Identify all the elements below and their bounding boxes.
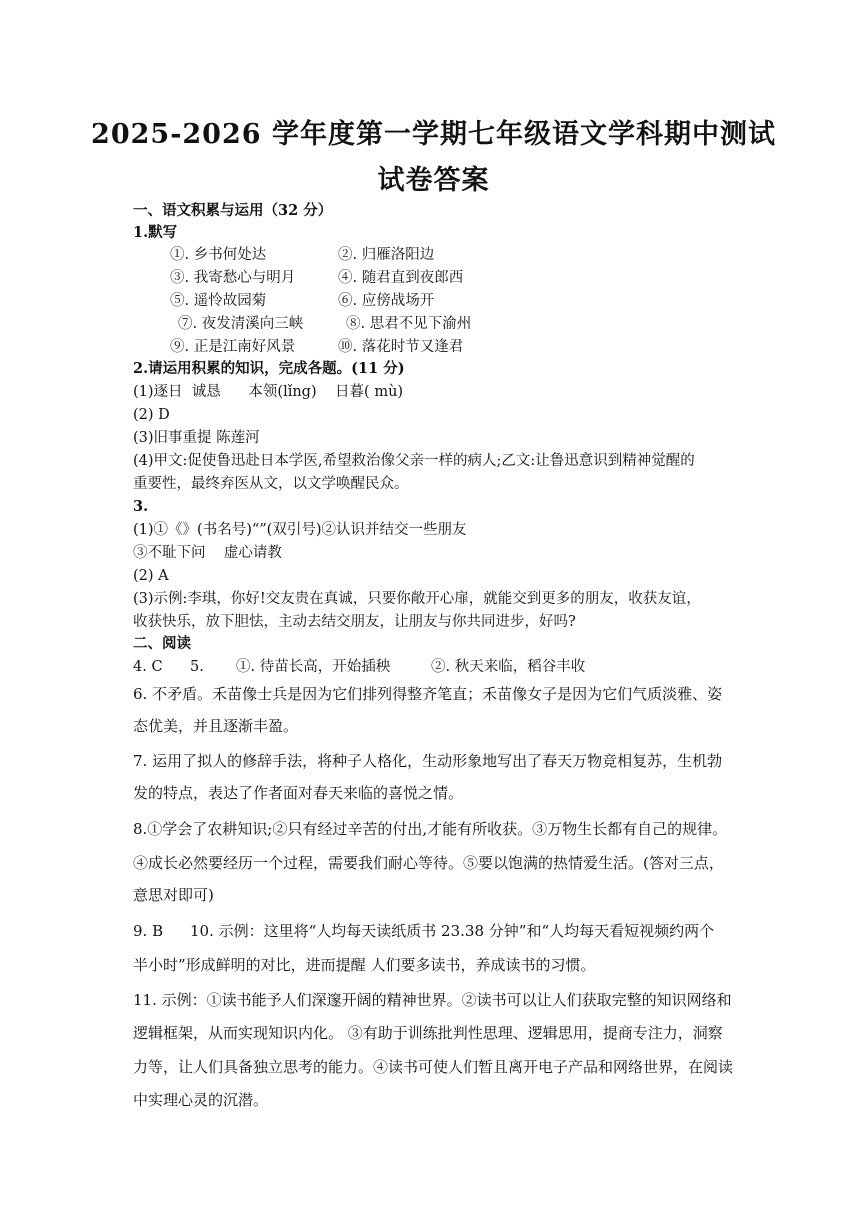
- dictation-answer: ②. 归雁洛阳边: [338, 247, 435, 263]
- answer-line: 11. 示例：①读书能予人们深邃开阔的精神世界。②读书可以让人们获取完整的知识网络和: [133, 991, 732, 1009]
- answer-line: 力等，让人们具备独立思考的能力。④读书可使人们暂且离开电子产品和网络世界，在阅读: [133, 1058, 734, 1076]
- answer-line: 6. 不矛盾。禾苗像士兵是因为它们排列得整齐笔直；禾苗像女子是因为它们气质淡雅、姿: [133, 685, 723, 703]
- question-3-heading: 3.: [133, 498, 149, 515]
- section-heading-2: 二、阅读: [133, 635, 191, 652]
- answer-line: (4)甲文:促使鲁迅赴日本学医,希望救治像父亲一样的病人;乙文:让鲁迅意识到精神觉醒的: [133, 453, 695, 469]
- answer-line: 发的特点，表达了作者面对春天来临的喜悦之情。: [133, 784, 464, 802]
- answer-line: (1)①《》(书名号)“”(双引号)②认识并结交一些朋友: [133, 522, 467, 538]
- answer-line: 收获快乐，放下胆怯，主动去结交朋友，让朋友与你共同进步，好吗?: [133, 614, 576, 630]
- answer-line: ④成长必然要经历一个过程，需要我们耐心等待。⑤要以饱满的热情爱生活。(答对三点，: [133, 854, 724, 872]
- dictation-answer: ⑨. 正是江南好风景: [170, 339, 296, 355]
- answer-line: 7. 运用了拟人的修辞手法，将种子人格化，生动形象地写出了春天万物竞相复苏，生机勃: [133, 752, 723, 770]
- document-title: 2025-2026 学年度第一学期七年级语文学科期中测试: [91, 119, 776, 150]
- document-subtitle: 试卷答案: [377, 165, 490, 196]
- dictation-answer: ⑦. 夜发清溪向三峡: [178, 316, 304, 332]
- answer-line: (3)示例:李琪，你好!交友贵在真诚，只要你敞开心扉，就能交到更多的朋友，收获友谊，: [133, 591, 701, 607]
- answer-line: (2) D: [133, 407, 170, 423]
- answer-line: 重要性，最终弃医从文，以文学唤醒民众。: [133, 476, 409, 492]
- answer-line: (2) A: [133, 568, 169, 584]
- answer-line: 意思对即可): [133, 886, 214, 904]
- answer-line: ③不耻下问 虚心请教: [133, 545, 282, 561]
- dictation-answer: ④. 随君直到夜郎西: [338, 270, 464, 286]
- answer-line: 逻辑框架，从而实现知识内化。 ③有助于训练批判性思理、逻辑思用，提商专注力，洞察: [133, 1024, 723, 1042]
- answer-line: (1)逐日 诚恳 本领(lǐng) 日暮( mù): [133, 384, 404, 400]
- dictation-answer: ⑥. 应傍战场开: [338, 293, 435, 309]
- answer-line: 5.: [190, 659, 204, 675]
- dictation-answer: ③. 我寄愁心与明月: [170, 270, 296, 286]
- answer-line: 半小时”形成鲜明的对比，进而提醒 人们要多读书，养成读书的习惯。: [133, 956, 596, 974]
- section-heading-1: 一、语文积累与运用（32 分）: [133, 202, 333, 219]
- dictation-answer: ⑩. 落花时节又逢君: [338, 339, 464, 355]
- answer-line: 4. C: [133, 659, 163, 675]
- answer-line: 8.①学会了农耕知识;②只有经过辛苦的付出,才能有所收获。③万物生长都有自己的规律。: [133, 820, 728, 838]
- dictation-answer: ⑤. 遥怜故园菊: [170, 293, 267, 309]
- answer-line: 9. B: [133, 922, 164, 940]
- question-1-heading: 1.默写: [133, 224, 178, 241]
- answer-line: 态优美，并且逐渐丰盈。: [133, 717, 299, 735]
- answer-line: 10. 示例：这里将“人均每天读纸质书 23.38 分钟”和“人均每天看短视频约两个: [190, 922, 715, 940]
- answer-line: 中实理心灵的沉潜。: [133, 1091, 269, 1109]
- answer-line: ①. 待苗长高，开始插秧: [236, 659, 391, 675]
- answer-line: (3)旧事重提 陈莲河: [133, 430, 260, 446]
- dictation-answer: ①. 乡书何处达: [170, 247, 267, 263]
- answer-line: ②. 秋天来临，稻谷丰收: [431, 659, 586, 675]
- question-2-heading: 2.请运用积累的知识，完成各题。(11 分): [133, 360, 405, 377]
- dictation-answer: ⑧. 思君不见下渝州: [346, 316, 472, 332]
